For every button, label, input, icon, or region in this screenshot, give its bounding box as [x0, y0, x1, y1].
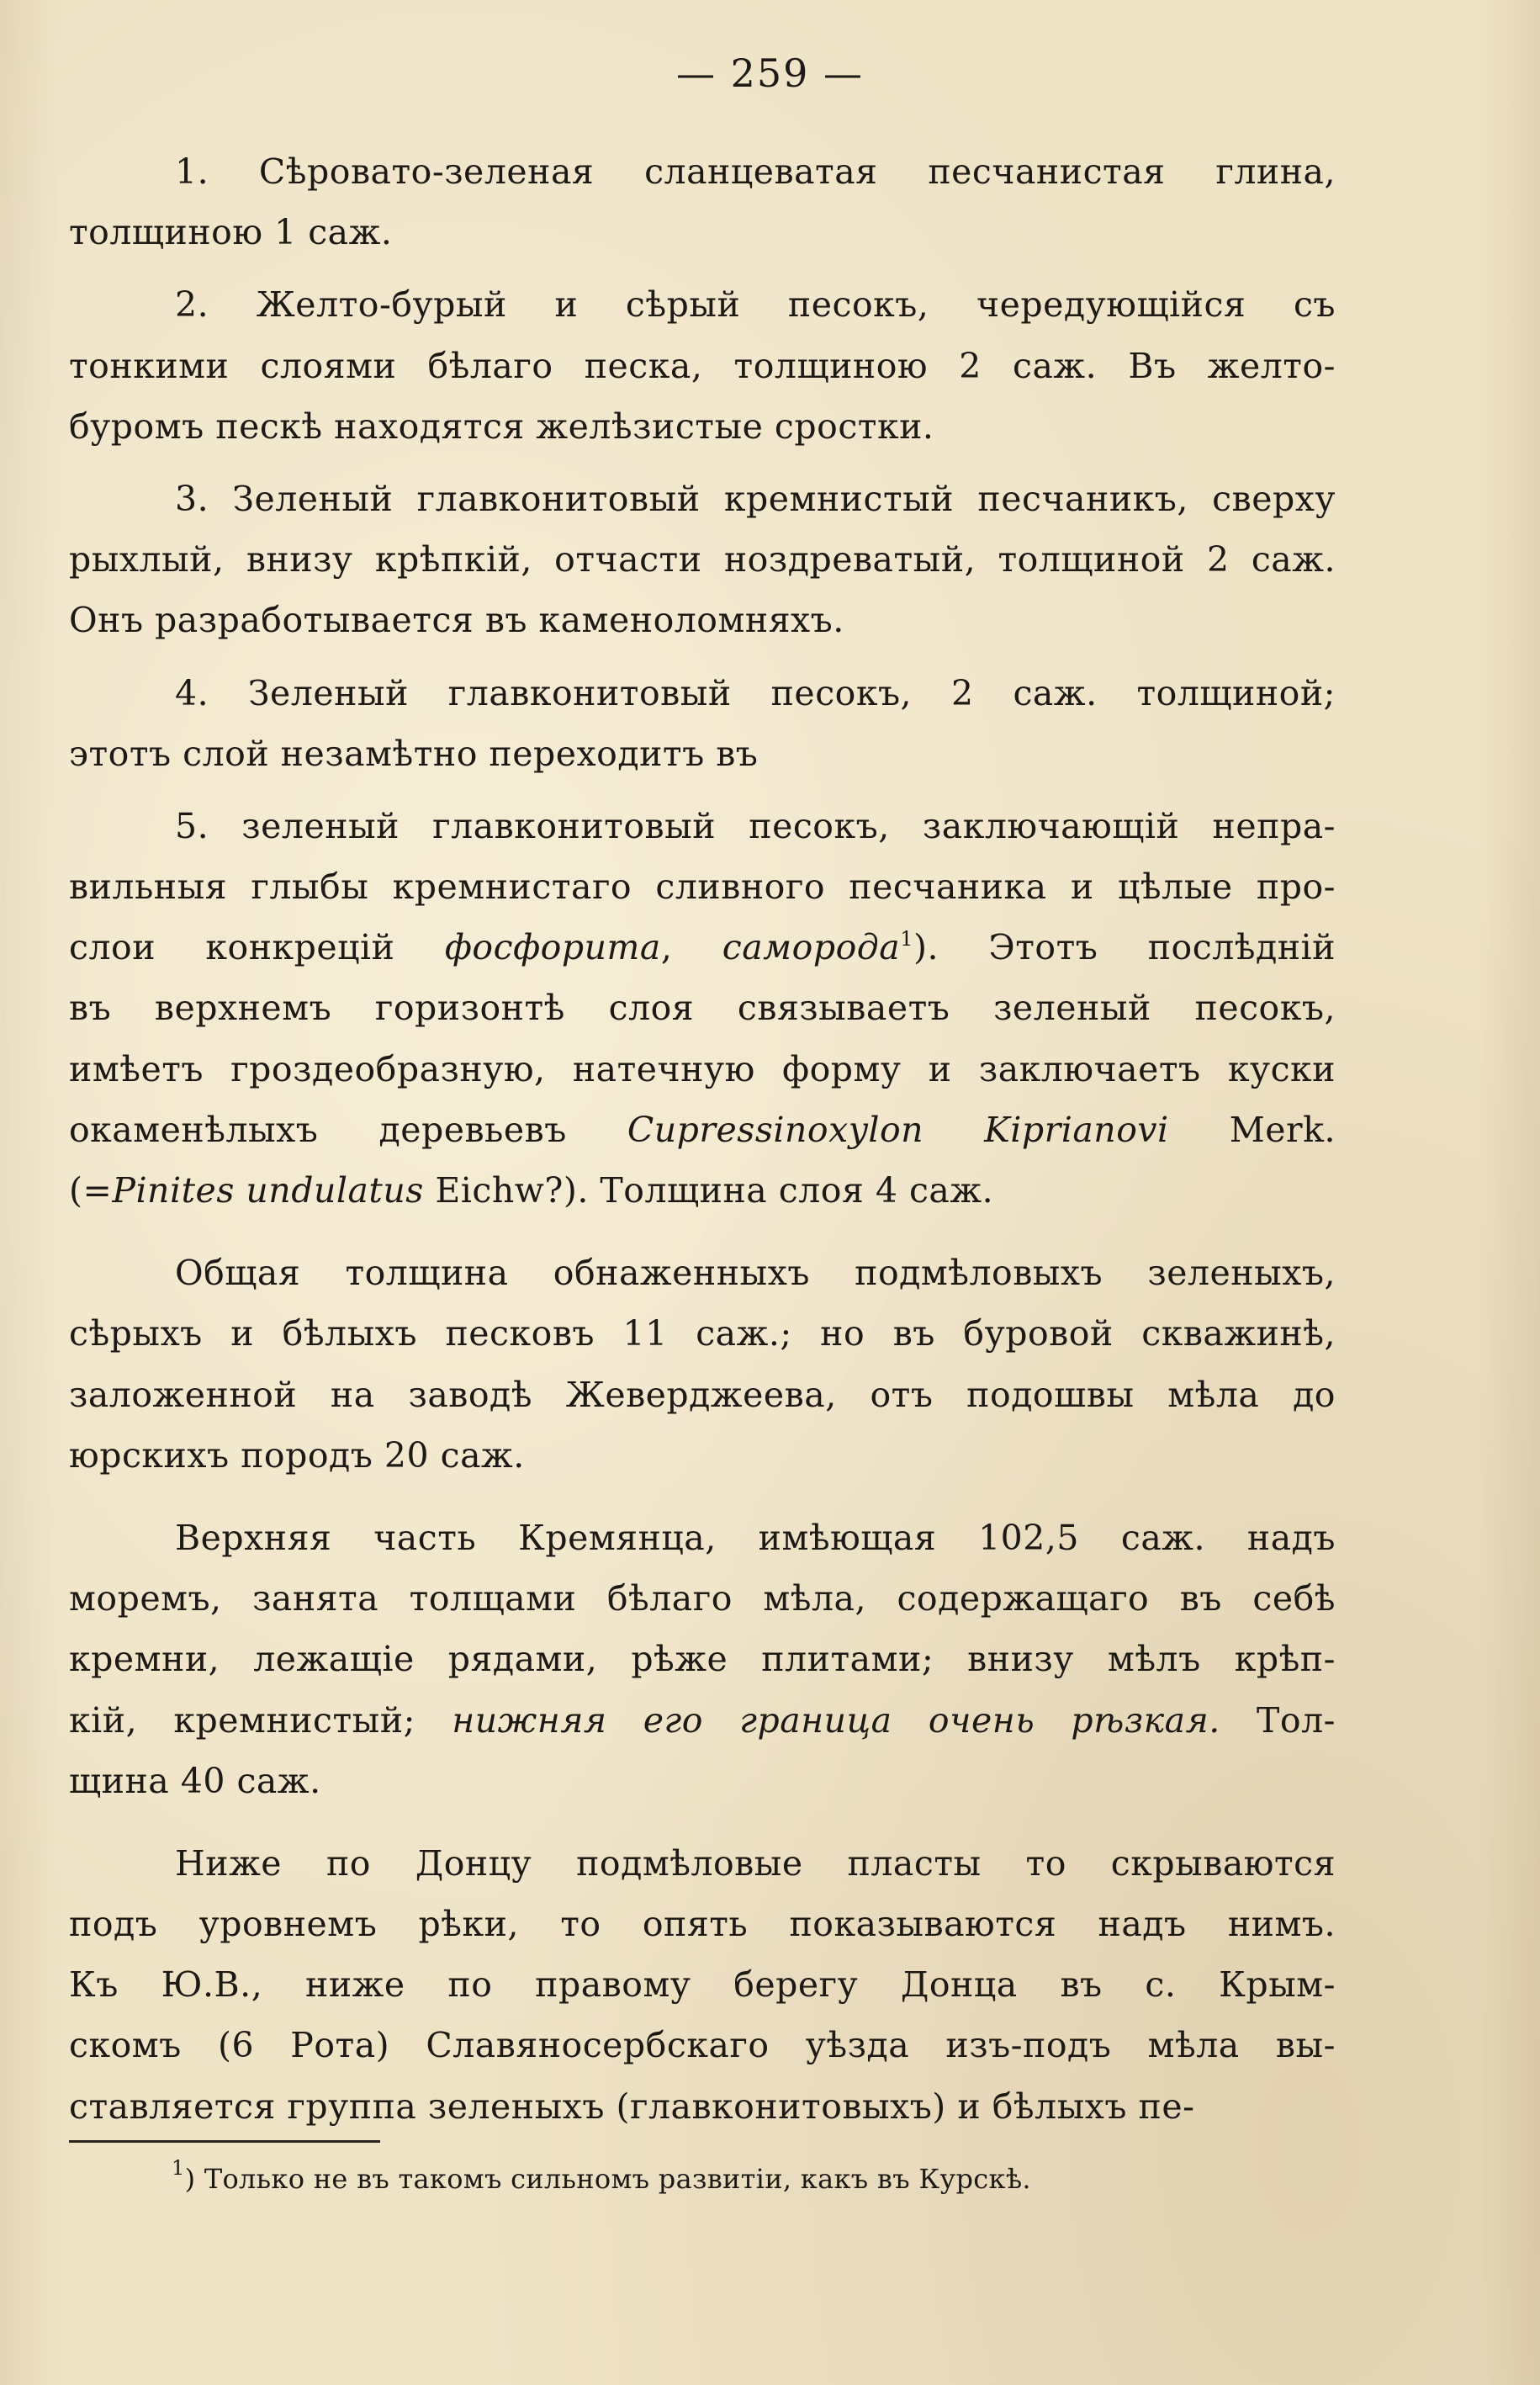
- paragraph: [69, 274, 1336, 457]
- text-segment: 2. Желто-бурый и сѣрый песокъ, чередующійся съ: [175, 284, 1336, 326]
- text-line: [69, 663, 1336, 723]
- paragraph: [69, 469, 1336, 651]
- paragraph: [69, 1508, 1336, 1811]
- paragraph-gap: [69, 784, 1336, 796]
- text-line: [69, 1243, 1336, 1303]
- text-line: [69, 529, 1336, 590]
- paragraph-gap: [69, 1486, 1336, 1508]
- text-line: [69, 274, 1336, 335]
- text-line: [69, 978, 1336, 1038]
- text-segment: заложенной на заводѣ Жеверджеева, отъ подошвы мѣла до: [69, 1374, 1336, 1415]
- text-line: [69, 1894, 1336, 1954]
- text-segment: Общая толщина обнаженныхъ подмѣловыхъ зеленыхъ,: [175, 1253, 1336, 1294]
- footnote-marker: 1: [172, 2156, 185, 2180]
- text-line: [69, 1508, 1336, 1568]
- text-line: [69, 396, 1336, 457]
- text-line: [69, 2076, 1336, 2137]
- text-segment: Eichw?). Толщина слоя 4 саж.: [423, 1170, 994, 1211]
- text-segment: Merk.: [1168, 1109, 1336, 1150]
- text-segment: 3. Зеленый главконитовый кремнистый песчаникъ, сверху: [175, 478, 1336, 519]
- text-line: [69, 1568, 1336, 1629]
- text-line: [69, 1690, 1336, 1751]
- text-segment: въ верхнемъ горизонтѣ слоя связываетъ зеленый песокъ,: [69, 988, 1336, 1029]
- text-line: [69, 1365, 1336, 1425]
- text-segment: моремъ, занята толщами бѣлаго мѣла, содержащаго въ себѣ: [69, 1578, 1336, 1619]
- footnote-rule: [69, 2140, 380, 2143]
- text-line: [69, 336, 1336, 396]
- text-line: [69, 1100, 1336, 1160]
- text-line: [69, 723, 1336, 784]
- text-line: [69, 202, 1336, 262]
- paragraph-gap: [69, 1221, 1336, 1243]
- footnote-reference: 1: [900, 927, 913, 951]
- text-segment: 5. зеленый главконитовый песокъ, заключающій непра-: [175, 805, 1336, 846]
- text-segment: буромъ пескѣ находятся желѣзистые сростки.: [69, 405, 934, 447]
- text-line: [69, 1833, 1336, 1894]
- text-segment: рыхлый, внизу крѣпкій, отчасти ноздреватый, толщиной 2 саж.: [69, 539, 1336, 580]
- text-segment: Ниже по Донцу подмѣловые пласты то скрываются: [175, 1842, 1336, 1884]
- text-segment: 1. Сѣровато-зеленая сланцеватая песчанистая глина,: [175, 151, 1336, 192]
- text-line: [69, 1160, 1336, 1221]
- body-text: [69, 141, 1336, 2137]
- paragraph: [69, 141, 1336, 262]
- text-segment: Pinites undulatus: [112, 1170, 424, 1211]
- text-segment: тонкими слоями бѣлаго песка, толщиною 2 саж. Въ желто-: [69, 345, 1336, 386]
- text-line: [69, 1954, 1336, 2015]
- text-segment: самородa: [722, 927, 901, 968]
- text-line: [69, 141, 1336, 202]
- text-segment: скомъ (6 Рота) Славяносербскаго уѣзда изъ-подъ мѣла вы-: [69, 2025, 1336, 2066]
- paragraph-gap: [69, 262, 1336, 274]
- text-line: [69, 1629, 1336, 1689]
- text-segment: Верхняя часть Кремянца, имѣющая 102,5 саж. надъ: [175, 1517, 1336, 1558]
- text-segment: толщиною 1 саж.: [69, 212, 393, 253]
- text-segment: подъ уровнемъ рѣки, то опять показываются надъ нимъ.: [69, 1904, 1336, 1945]
- page-number: — 259 —: [675, 50, 865, 96]
- paragraph: [69, 663, 1336, 784]
- text-segment: этотъ слой незамѣтно переходитъ въ: [69, 733, 759, 774]
- text-segment: Къ Ю.В., ниже по правому берегу Донца въ с. Крым-: [69, 1964, 1336, 2006]
- text-segment: юрскихъ породъ 20 саж.: [69, 1434, 525, 1476]
- text-line: [69, 856, 1336, 917]
- text-segment: Тол-: [1220, 1699, 1336, 1741]
- paragraph: [69, 1833, 1336, 2137]
- text-segment: щина 40 саж.: [69, 1760, 321, 1801]
- text-segment: Онъ разработывается въ каменоломняхъ.: [69, 600, 844, 641]
- text-segment: имѣетъ гроздеобразную, натечную форму и заключаетъ куски: [69, 1048, 1336, 1089]
- paragraph-gap: [69, 1811, 1336, 1833]
- text-segment: кремни, лежащіе рядами, рѣже плитами; внизу мѣлъ крѣп-: [69, 1639, 1336, 1680]
- text-line: [69, 796, 1336, 856]
- footnote: [172, 2154, 1031, 2204]
- text-segment: слои конкрецій: [69, 927, 445, 968]
- text-segment: Cupressinoxylon Kiprianovi: [627, 1109, 1169, 1150]
- text-segment: нижняя его граница очень рѣзкая.: [452, 1699, 1220, 1741]
- paragraph-gap: [69, 457, 1336, 469]
- text-segment: окаменѣлыхъ деревьевъ: [69, 1109, 627, 1150]
- paragraph: [69, 1243, 1336, 1486]
- footnote-text: ) Только не въ такомъ сильномъ развитіи, какъ въ Курскѣ.: [184, 2163, 1031, 2195]
- text-line: [69, 1303, 1336, 1364]
- text-segment: 4. Зеленый главконитовый песокъ, 2 саж. толщиной;: [175, 672, 1336, 713]
- paragraph-gap: [69, 651, 1336, 663]
- text-segment: ставляется группа зеленыхъ (главконитовыхъ) и бѣлыхъ пе-: [69, 2086, 1195, 2127]
- text-segment: фосфорита: [444, 927, 661, 968]
- text-segment: ). Этотъ послѣдній: [913, 927, 1336, 968]
- text-segment: кій, кремнистый;: [69, 1699, 452, 1741]
- text-line: [69, 1039, 1336, 1100]
- text-line: [69, 1751, 1336, 1811]
- text-line: [69, 590, 1336, 650]
- text-line: [69, 1425, 1336, 1486]
- text-segment: сѣрыхъ и бѣлыхъ песковъ 11 саж.; но въ буровой скважинѣ,: [69, 1313, 1336, 1354]
- text-line: [69, 2015, 1336, 2075]
- text-segment: вильныя глыбы кремнистаго сливного песчаника и цѣлые про-: [69, 867, 1336, 908]
- paragraph: [69, 796, 1336, 1221]
- text-line: [69, 469, 1336, 529]
- text-segment: ,: [660, 927, 722, 968]
- text-line: [69, 917, 1336, 978]
- text-segment: (=: [69, 1170, 113, 1211]
